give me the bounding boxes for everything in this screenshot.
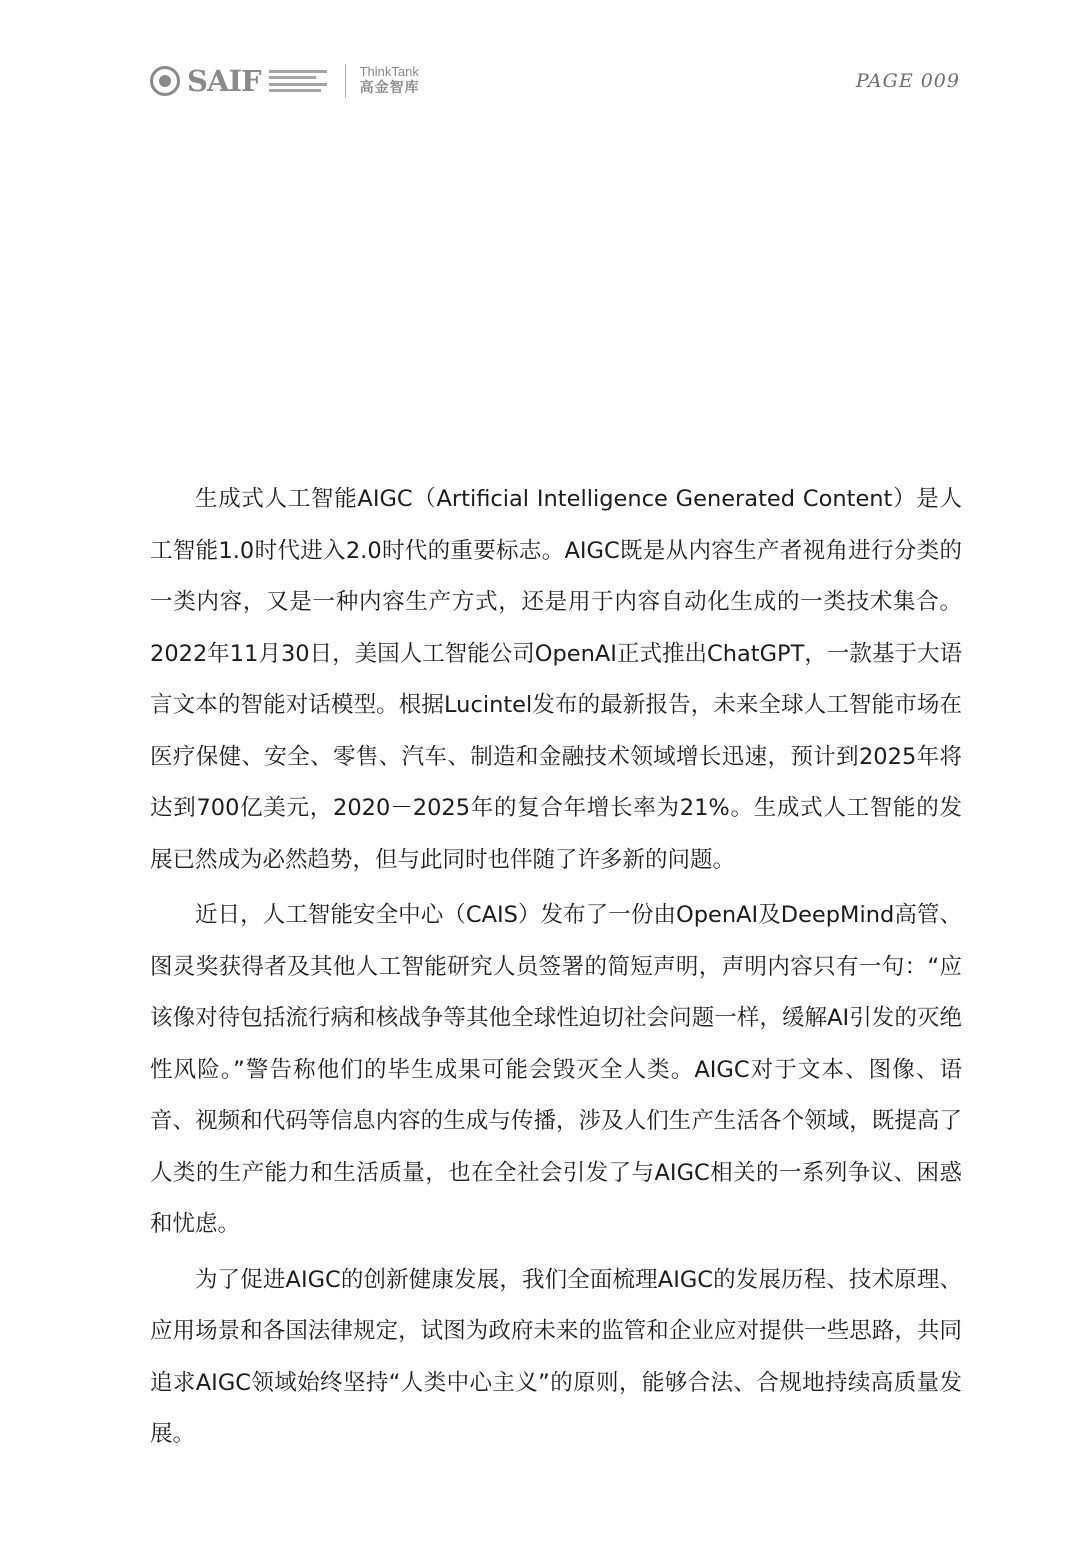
saif-seal-icon	[150, 66, 180, 96]
brand-name: SAIF	[187, 64, 261, 98]
page-header	[0, 0, 1080, 140]
think-tank-cn: 高金智库	[359, 80, 420, 97]
school-name-mark-icon	[269, 70, 327, 92]
paragraph-purpose: 为了促进AIGC的创新健康发展，我们全面梳理AIGC的发展历程、技术原理、应用场景和各国法律规定，试图为政府未来的监管和企业应对提供一些思路，共同追求AIGC领域始终坚持“人类中心主义”的原则，能够合法、合规地持续高质量发展。	[150, 1266, 962, 1447]
logo-divider	[345, 64, 346, 98]
body-text	[150, 474, 962, 1461]
saif-logo	[150, 62, 420, 100]
think-tank-label	[360, 65, 420, 96]
think-tank-en: ThinkTank	[359, 64, 419, 80]
page-number: PAGE 009	[855, 70, 960, 92]
paragraph-cais-statement: 近日，人工智能安全中心（CAIS）发布了一份由OpenAI及DeepMind高管、图灵奖获得者及其他人工智能研究人员签署的简短声明，声明内容只有一句：“应该像对待包括流行病和核战争等其他全球性迫切社会问题一样，缓解AI引发的灭绝性风险。”警告称他们的毕生成果可能会毁灭全人类。AIGC对于文本、图像、语音、视频和代码等信息内容的生成与传播，涉及人们生产生活各个领域，既提高了人类的生产能力和生活质量，也在全社会引发了与AIGC相关的一系列争议、困惑和忧虑。	[150, 902, 962, 1237]
paragraph-intro: 生成式人工智能AIGC（Artificial Intelligence Generated Content）是人工智能1.0时代进入2.0时代的重要标志。AIGC既是从内容生产者视角进行分类的一类内容，又是一种内容生产方式，还是用于内容自动化生成的一类技术集合。2022年11月30日，美国人工智能公司OpenAI正式推出ChatGPT，一款基于大语言文本的智能对话模型。根据Lucintel发布的最新报告，未来全球人工智能市场在医疗保健、安全、零售、汽车、制造和金融技术领域增长迅速，预计到2025年将达到700亿美元，2020－2025年的复合年增长率为21%。生成式人工智能的发展已然成为必然趋势，但与此同时也伴随了许多新的问题。	[150, 486, 962, 873]
